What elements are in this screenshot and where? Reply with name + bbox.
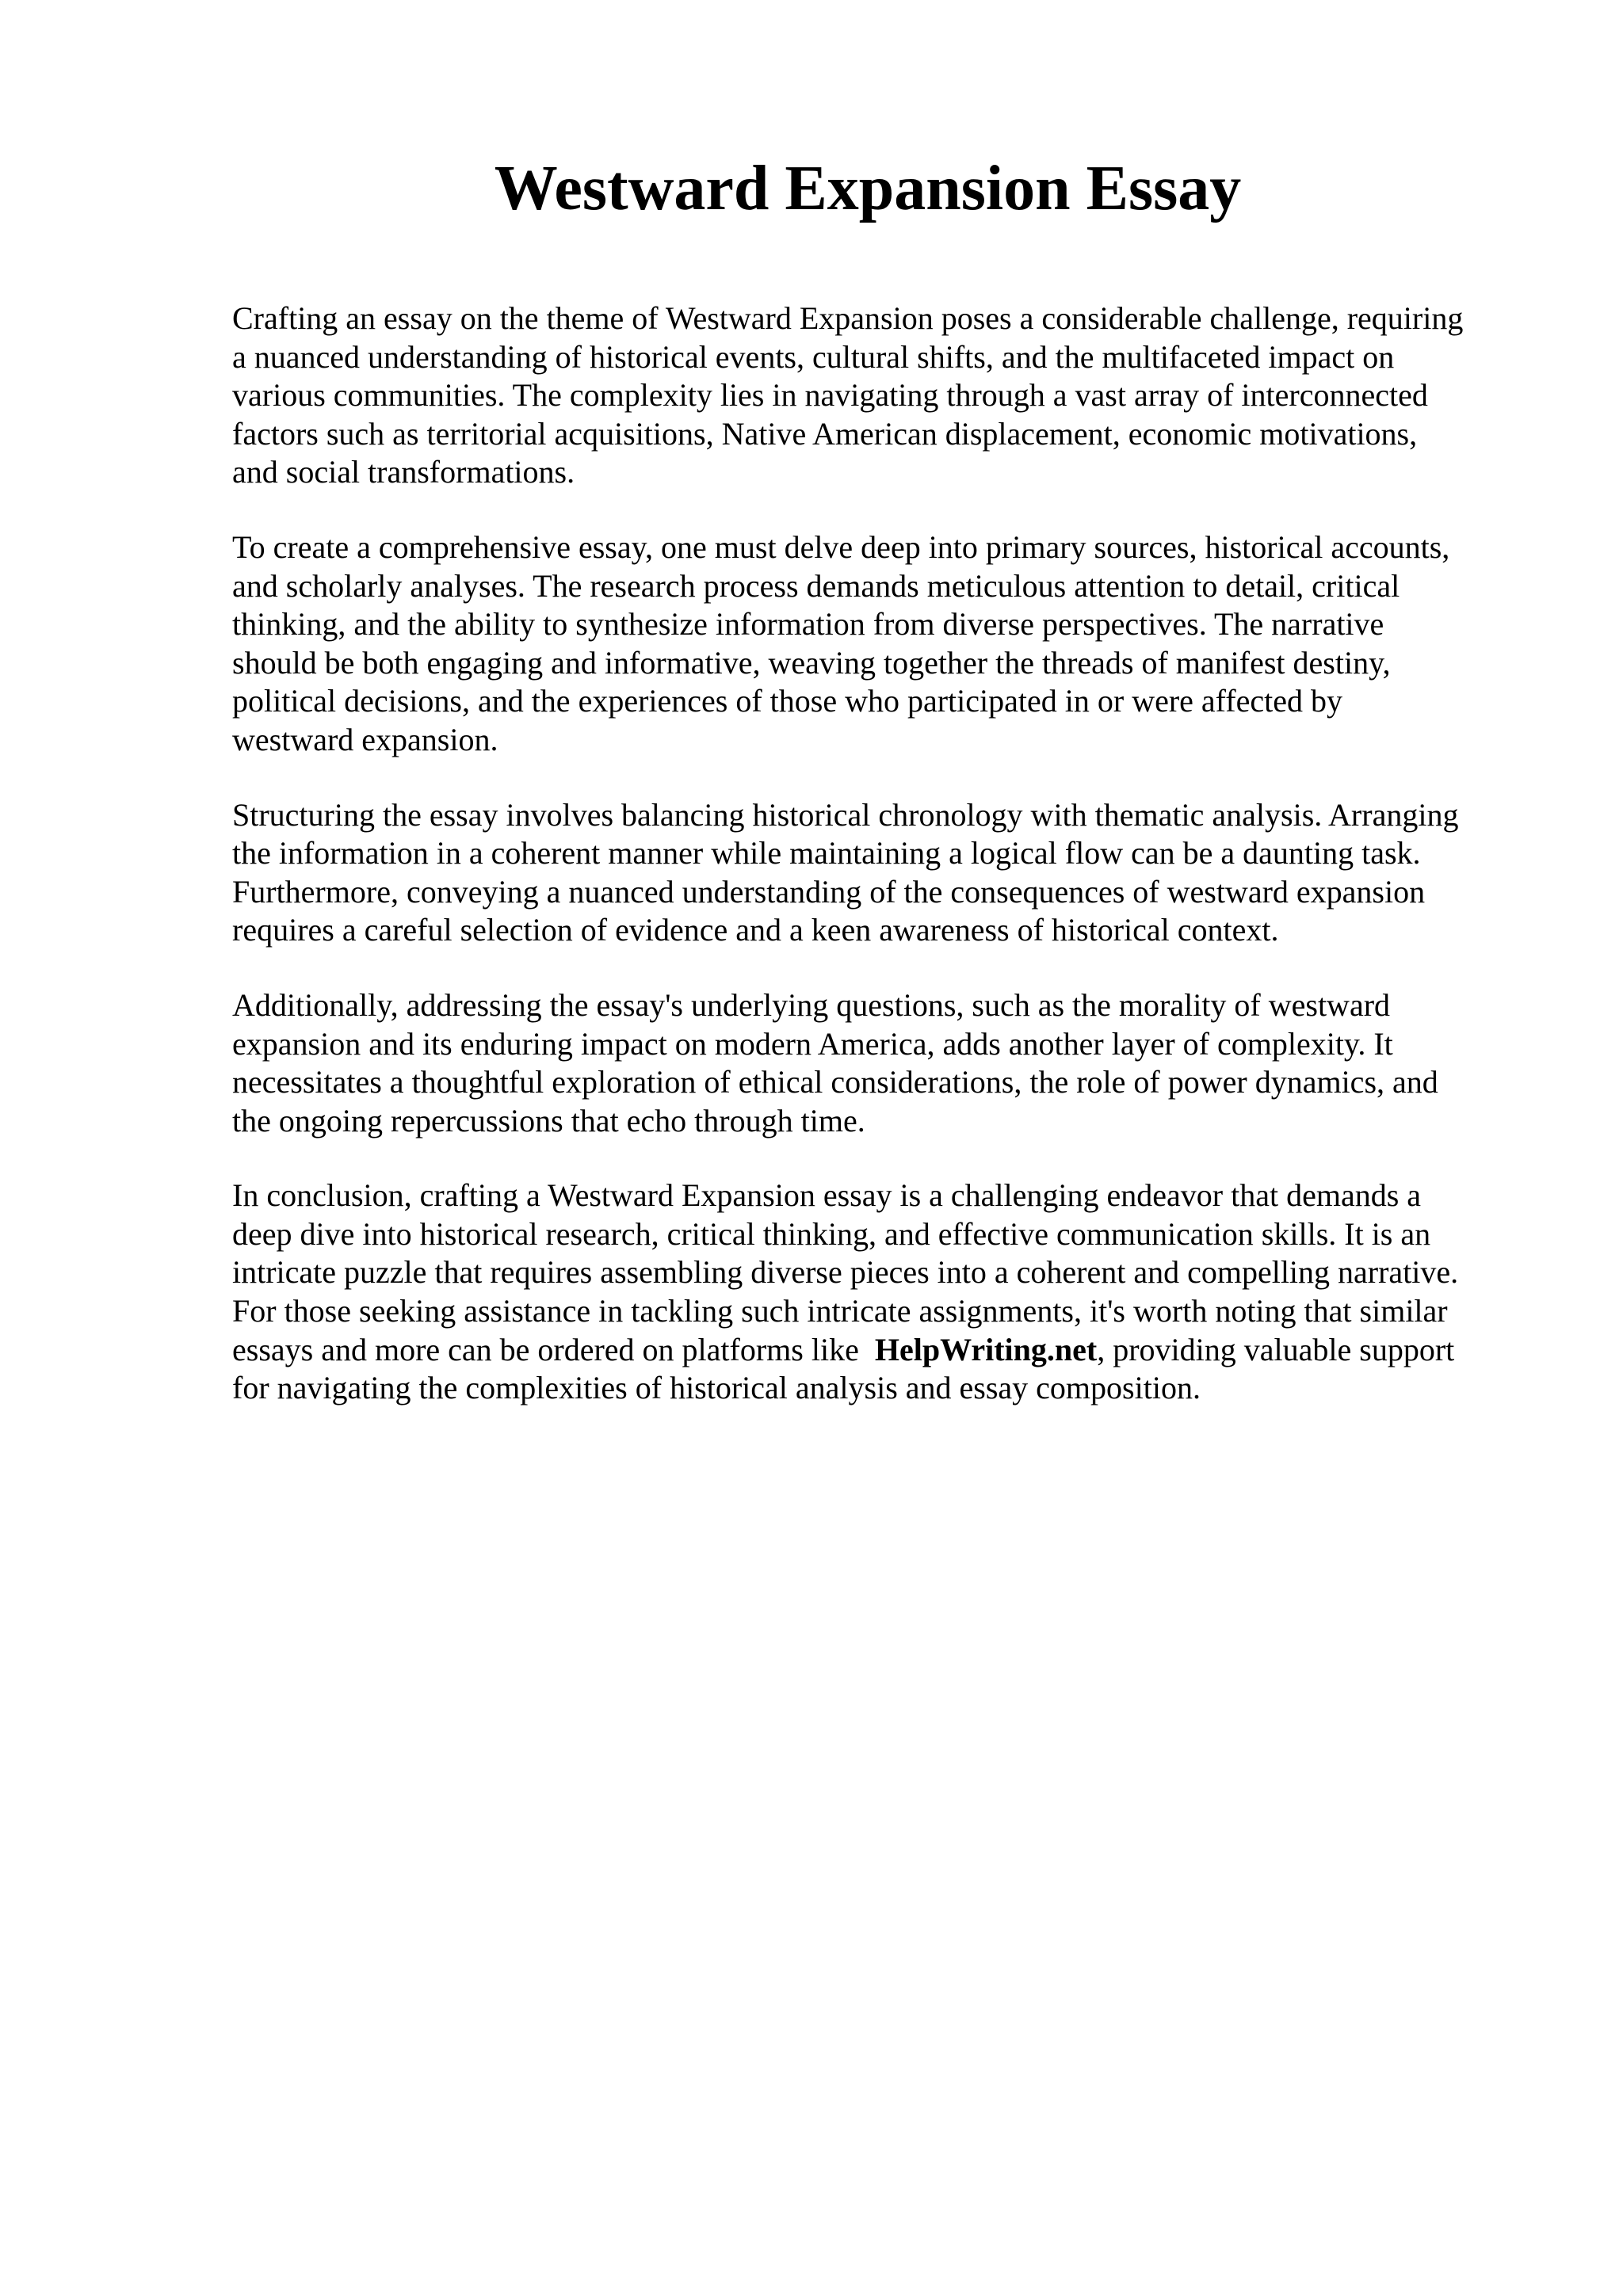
text-line: and scholarly analyses. The research process demands meticulous attention to detail, critical <box>232 567 1400 604</box>
text-line: westward expansion. <box>232 721 498 757</box>
text-line: Crafting an essay on the theme of Westward Expansion poses a considerable challenge, requiring <box>232 300 1464 336</box>
text-line: Structuring the essay involves balancing historical chronology with thematic analysis. Arranging <box>232 796 1459 833</box>
page-title: Westward Expansion Essay <box>494 154 1242 223</box>
text-line: intricate puzzle that requires assembling diverse pieces into a coherent and compelling narrative. <box>232 1254 1459 1291</box>
text-line: the information in a coherent manner while maintaining a logical flow can be a daunting task. <box>232 835 1421 871</box>
text-line: a nuanced understanding of historical events, cultural shifts, and the multifaceted impact on <box>232 338 1395 375</box>
paragraph-5 <box>232 1177 1532 1408</box>
text-line: Furthermore, conveying a nuanced understanding of the consequences of westward expansion <box>232 873 1426 910</box>
text-line: thinking, and the ability to synthesize information from diverse perspectives. The narrative <box>232 606 1384 643</box>
link-line-before: essays and more can be ordered on platforms like <box>232 1331 859 1367</box>
essay-body <box>232 299 1532 1444</box>
helpwriting-link[interactable]: HelpWriting.net <box>874 1331 1098 1367</box>
text-line: and social transformations. <box>232 454 575 490</box>
text-line: deep dive into historical research, critical thinking, and effective communication skills. It is an <box>232 1215 1431 1252</box>
link-line-after: , providing valuable support <box>1097 1331 1455 1367</box>
text-line: For those seeking assistance in tackling such intricate assignments, it's worth noting that similar <box>232 1293 1448 1329</box>
text-line: In conclusion, crafting a Westward Expansion essay is a challenging endeavor that demands a <box>232 1177 1422 1214</box>
text-line: political decisions, and the experiences of those who participated in or were affected by <box>232 683 1342 719</box>
paragraph-3 <box>232 796 1532 950</box>
text-line: should be both engaging and informative, weaving together the threads of manifest destiny, <box>232 644 1391 681</box>
text-line: the ongoing repercussions that echo through time. <box>232 1102 865 1138</box>
text-line: expansion and its enduring impact on modern America, adds another layer of complexity. It <box>232 1025 1393 1062</box>
paragraph-2 <box>232 528 1532 760</box>
text-line: necessitates a thoughtful exploration of ethical considerations, the role of power dynamics, and <box>232 1064 1438 1100</box>
text-line: various communities. The complexity lies in navigating through a vast array of interconnected <box>232 377 1428 414</box>
text-line: factors such as territorial acquisitions, Native American displacement, economic motivations, <box>232 415 1418 452</box>
paragraph-4 <box>232 986 1532 1140</box>
text-line: Additionally, addressing the essay's underlying questions, such as the morality of westward <box>232 986 1391 1023</box>
text-line-with-link <box>232 1331 1532 1370</box>
text-line: To create a comprehensive essay, one must delve deep into primary sources, historical accounts, <box>232 528 1450 565</box>
text-line: for navigating the complexities of historical analysis and essay composition. <box>232 1370 1201 1406</box>
paragraph-1 <box>232 299 1532 492</box>
text-line: requires a careful selection of evidence and a keen awareness of historical context. <box>232 912 1279 948</box>
